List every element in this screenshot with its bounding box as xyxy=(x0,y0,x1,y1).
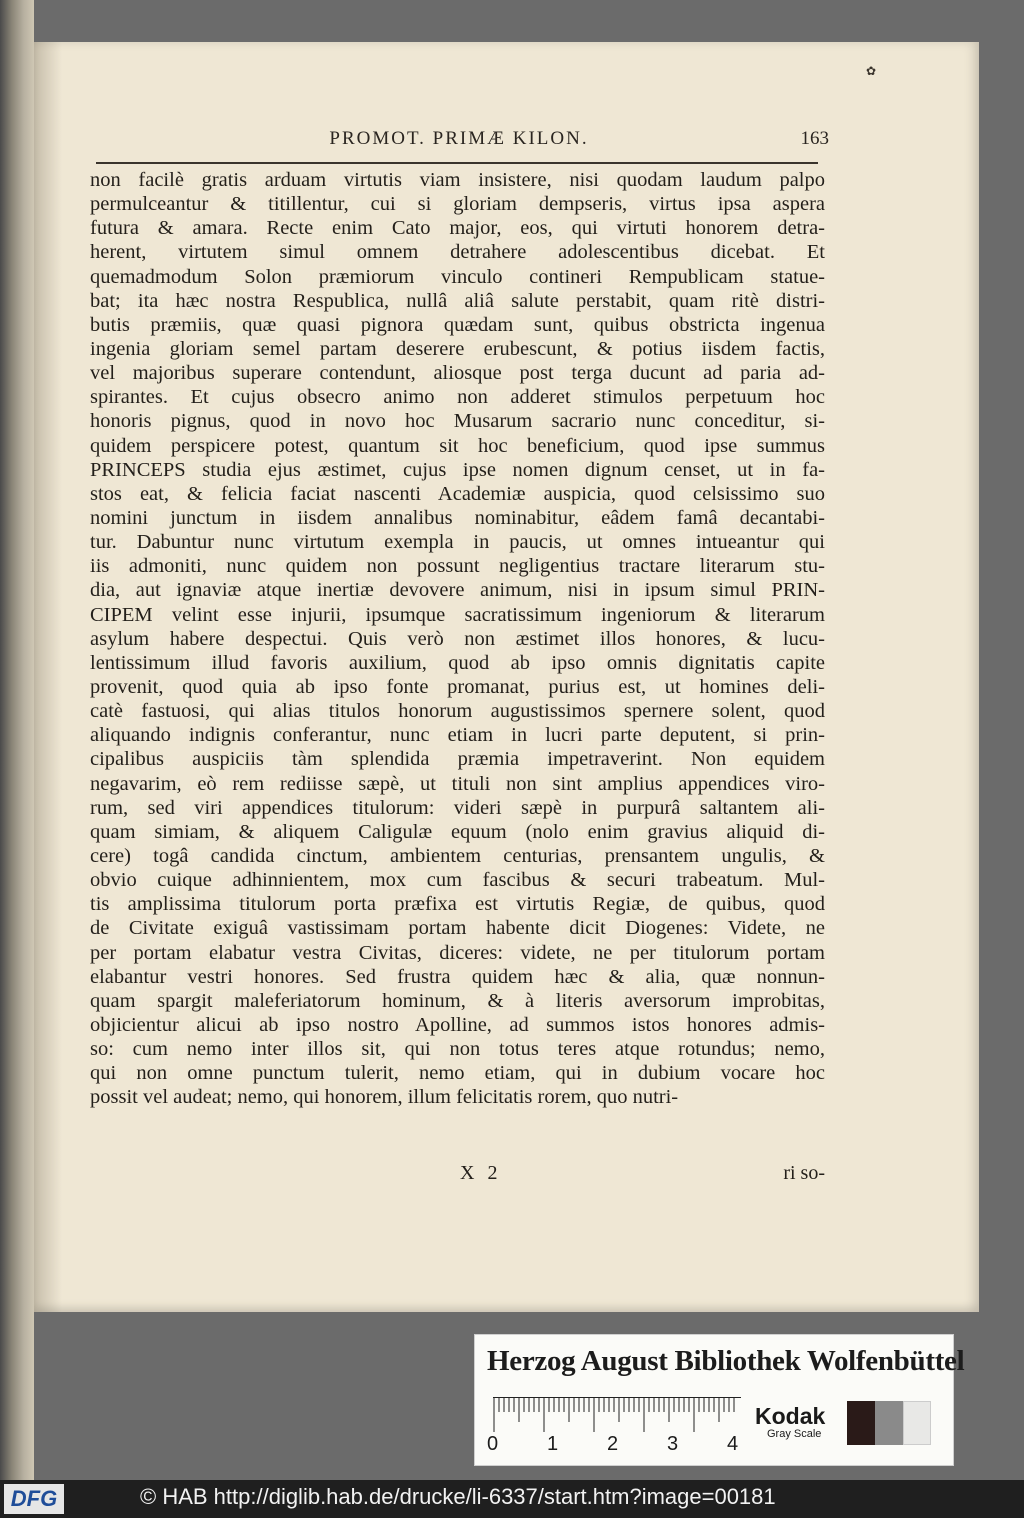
text-line: PRINCEPS studia ejus æstimet, cujus ipse nomen dignum censet, ut in fa- xyxy=(90,458,825,481)
book-page xyxy=(34,42,979,1312)
text-line: negavarim, eò rem rediisse sæpè, ut tituli non sint amplius appendices viro- xyxy=(90,772,825,795)
text-line: aliquando indignis conferantur, nunc etiam in lucri parte deputent, si prin- xyxy=(90,724,825,747)
ruler-label-3: 3 xyxy=(667,1433,679,1455)
text-line: vel majoribus superare contendunt, aliosque post terga ducunt ad paria ad- xyxy=(90,362,825,385)
ruler-ticks xyxy=(493,1398,741,1434)
measurement-ruler xyxy=(493,1397,741,1434)
text-line: cere) togâ candida cinctum, ambientem centurias, prensantem ungulis, & xyxy=(90,844,825,867)
text-line: qui non omne punctum tulerit, nemo etiam, qui in dubium vocare hoc xyxy=(90,1062,825,1085)
kodak-brand: Kodak xyxy=(755,1403,826,1429)
ruler-label-4: 4 xyxy=(727,1433,739,1455)
text-line: nomini junctum in iisdem annalibus nominabitur, eâdem famâ decantabi- xyxy=(90,506,825,529)
text-line: tis amplissima titulorum porta præfixa est virtutis Regiæ, de quibus, quod xyxy=(90,893,825,916)
text-line: quam simiam, & aliquem Caligulæ equum (nolo enim gravius aliquid di- xyxy=(90,820,825,843)
swatch-dark xyxy=(847,1401,875,1445)
viewer-footer-bar xyxy=(0,1480,1024,1518)
text-line: spirantes. Et cujus obsecro animo non adderet stimulos perpetuum hoc xyxy=(90,386,825,409)
text-line: butis præmiis, quæ quasi pignora quædam sunt, quibus obstricta ingenua xyxy=(90,313,825,336)
text-line: iis admoniti, nunc quidem non possunt negligentius tractare literarum stu- xyxy=(90,555,825,578)
text-line: honoris pignus, quod in novo hoc Musarum sacrario nunc conceditur, si- xyxy=(90,410,825,433)
page-number: 163 xyxy=(800,128,829,149)
text-line: bat; ita hæc nostra Respublica, nullâ aliâ salute perstabit, quam ritè distri- xyxy=(90,289,825,312)
swatch-light xyxy=(903,1401,931,1445)
text-line: rum, sed viri appendices titulorum: videri sæpè in purpurâ saltantem ali- xyxy=(90,796,825,819)
text-line: catè fastuosi, qui alias titulos honorum augustissimos spernere solent, quod xyxy=(90,700,825,723)
text-line: permulceantur & titillentur, cui si gloriam dempseris, virtus ipsa aspera xyxy=(90,193,825,216)
page-corner-mark: ✿ xyxy=(866,64,877,78)
text-line: quemadmodum Solon præmiorum vinculo contineri Rempublicam statue- xyxy=(90,265,825,288)
text-line: asylum habere despectui. Quis verò non æstimet illos honores, & lucu- xyxy=(90,627,825,650)
text-line: cipalibus auspiciis tàm splendida præmia impetraverint. Non equidem xyxy=(90,748,825,771)
text-line: objicientur alicui ab ipso nostro Apolline, ad summos istos honores admis- xyxy=(90,1013,825,1036)
page-gutter-shadow xyxy=(34,42,62,1312)
gray-scale-label: Gray Scale xyxy=(767,1428,822,1440)
catchword: ri so- xyxy=(783,1162,825,1184)
body-text xyxy=(90,168,825,1109)
library-color-card xyxy=(474,1334,965,1466)
text-line: quidem perspicere potest, quantum sit hoc beneficium, quod ipse summus xyxy=(90,434,825,457)
running-head: PROMOT. PRIMÆ KILON. xyxy=(329,128,589,149)
text-line: dia, aut ignaviæ atque inertiæ devovere animum, nisi in ipsum simul PRIN- xyxy=(90,579,825,602)
text-line: lentissimum illud favoris auxilium, quod ab ipso omnis dignitatis capite xyxy=(90,651,825,674)
text-line: herent, virtutem simul omnem detrahere adolescentibus dicebat. Et xyxy=(90,241,825,264)
text-line: per portam elabatur vestra Civitas, diceres: videte, ne per titulorum portam xyxy=(90,941,825,964)
dfg-logo: DFG xyxy=(4,1484,64,1514)
text-line: tur. Dabuntur nunc virtutum exempla in paucis, ut omnes intueantur qui xyxy=(90,531,825,554)
signature-mark: X 2 xyxy=(460,1162,502,1184)
text-line: de Civitate exiguâ vastissimam portam habente dicit Diogenes: Videte, ne xyxy=(90,917,825,940)
text-line: obvio cuique adhinnientem, mox cum fascibus & securi trabeatum. Mul- xyxy=(90,869,825,892)
text-line: elabantur vestri honores. Sed frustra quidem hæc & alia, quæ nonnun- xyxy=(90,965,825,988)
text-line: ingenia gloriam semel partam deserere erubescunt, & potius iisdem factis, xyxy=(90,337,825,360)
text-line: quam spargit maleferiatorum hominum, & à literis aversorum improbitas, xyxy=(90,989,825,1012)
text-line: non facilè gratis arduam virtutis viam insistere, nisi quodam laudum palpo xyxy=(90,169,825,191)
ruler-label-0: 0 xyxy=(487,1433,499,1455)
text-line: futura & amara. Recte enim Cato major, eos, qui virtuti honorem detra- xyxy=(90,217,825,240)
text-line: stos eat, & felicia faciat nascenti Academiæ auspicia, quod celsissimo suo xyxy=(90,482,825,505)
copyright-link[interactable]: © HAB http://diglib.hab.de/drucke/li-6337/start.htm?image=00181 xyxy=(140,1484,776,1509)
swatch-mid xyxy=(875,1401,903,1445)
text-line: so: cum nemo inter illos sit, qui non totus teres atque rotundus; nemo, xyxy=(90,1038,825,1061)
text-line: provenit, quod quia ab ipso fonte promanat, purius est, ut homines deli- xyxy=(90,675,825,698)
book-spine-edge xyxy=(0,0,34,1480)
ruler-label-2: 2 xyxy=(607,1433,619,1455)
library-name: Herzog August Bibliothek Wolfenbüttel xyxy=(487,1345,965,1377)
ruler-label-1: 1 xyxy=(547,1433,559,1455)
header-rule xyxy=(96,162,818,164)
page-footer xyxy=(90,1162,825,1188)
text-line: CIPEM velint esse injurii, ipsumque sacratissimum ingeniorum & literarum xyxy=(90,603,825,626)
text-line: possit vel audeat; nemo, qui honorem, illum felicitatis rorem, quo nutri- xyxy=(90,1086,679,1109)
